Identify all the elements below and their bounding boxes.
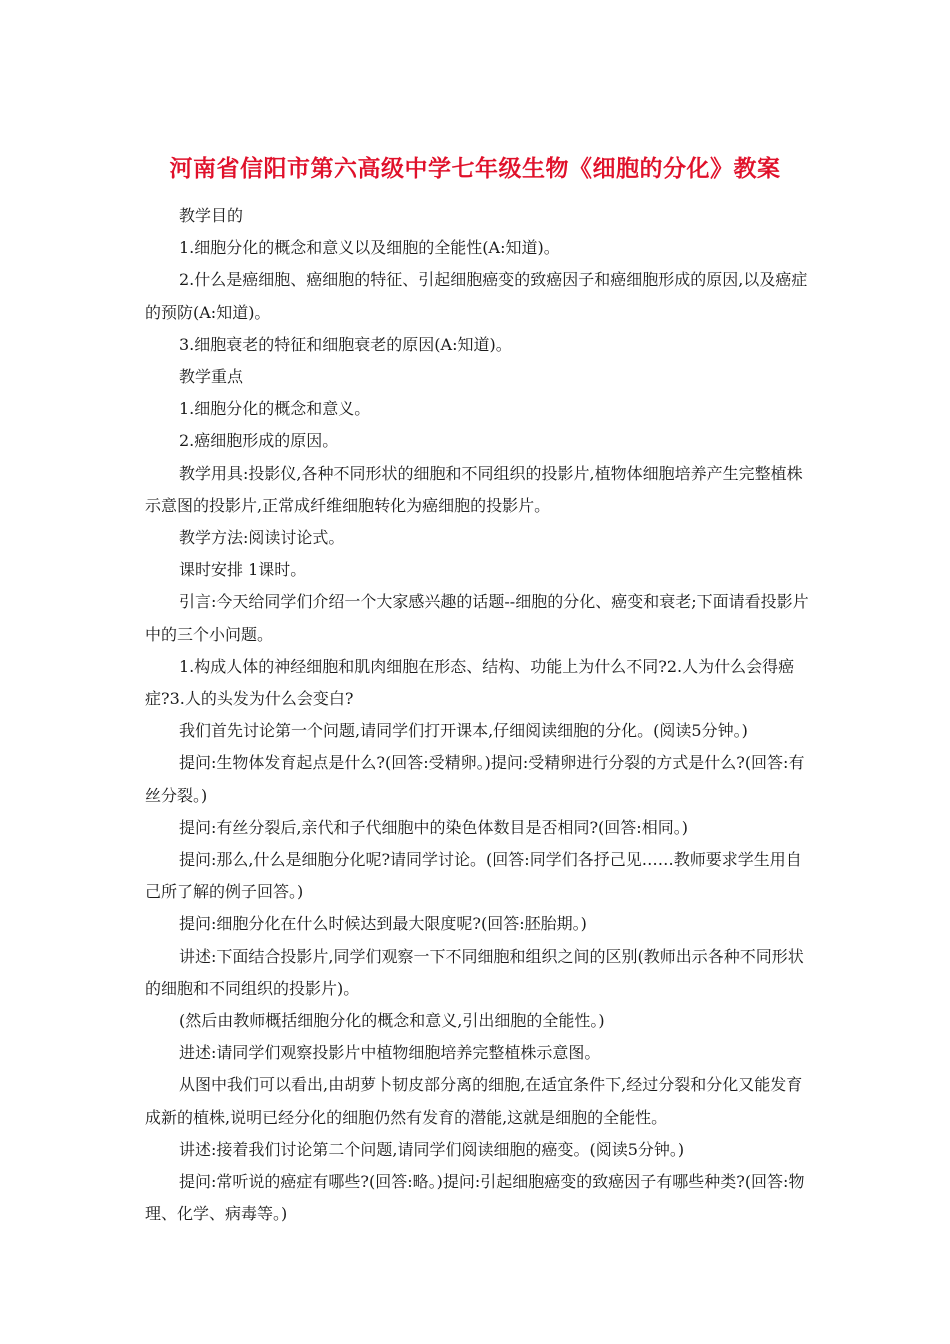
paragraph: 提问:生物体发育起点是什么?(回答:受精卵。)提问:受精卵进行分裂的方式是什么?(回答:有丝分裂。) [145,753,805,805]
paragraph: 3.细胞衰老的特征和细胞衰老的原因(A:知道)。 [179,334,512,354]
paragraph: 课时安排 1课时。 [179,560,307,580]
paragraph: 提问:细胞分化在什么时候达到最大限度呢?(回答:胚胎期。) [179,914,587,934]
paragraph: 提问:有丝分裂后,亲代和子代细胞中的染色体数目是否相同?(回答:相同。) [179,817,688,837]
paragraph: 提问:常听说的癌症有哪些?(回答:略。)提问:引起细胞癌变的致癌因子有哪些种类?(回答:物理、化学、病毒等。) [145,1172,805,1224]
paragraph: (然后由教师概括细胞分化的概念和意义,引出细胞的全能性。) [179,1011,605,1031]
paragraph: 1.构成人体的神经细胞和肌肉细胞在形态、结构、功能上为什么不同?2.人为什么会得癌症?3.人的头发为什么会变白? [145,656,795,709]
paragraph: 从图中我们可以看出,由胡萝卜韧皮部分离的细胞,在适宜条件下,经过分裂和分化又能发育成新的植株,说明已经分化的细胞仍然有发育的潜能,这就是细胞的全能性。 [145,1075,803,1127]
paragraph: 提问:那么,什么是细胞分化呢?请同学讨论。(回答:同学们各抒己见……教师要求学生用自己所了解的例子回答。) [145,850,802,902]
paragraph: 教学用具:投影仪,各种不同形状的细胞和不同组织的投影片,植物体细胞培养产生完整植株示意图的投影片,正常成纤维细胞转化为癌细胞的投影片。 [145,463,803,515]
paragraph: 1.细胞分化的概念和意义。 [179,399,371,419]
paragraph: 教学目的 [179,206,244,225]
paragraph: 2.什么是癌细胞、癌细胞的特征、引起细胞癌变的致癌因子和癌细胞形成的原因,以及癌症的预防(A:知道)。 [145,270,808,322]
paragraph: 进述:请同学们观察投影片中植物细胞培养完整植株示意图。 [179,1043,601,1063]
paragraph: 引言:今天给同学们介绍一个大家感兴趣的话题--细胞的分化、癌变和衰老;下面请看投影片中的三个小问题。 [145,592,809,644]
document-body [145,200,810,1231]
paragraph: 讲述:下面结合投影片,同学们观察一下不同细胞和组织之间的区别(教师出示各种不同形状的细胞和不同组织的投影片)。 [145,946,804,998]
paragraph: 讲述:接着我们讨论第二个问题,请同学们阅读细胞的癌变。(阅读5分钟。) [179,1139,685,1159]
paragraph: 教学方法:阅读讨论式。 [179,528,345,548]
paragraph: 我们首先讨论第一个问题,请同学们打开课本,仔细阅读细胞的分化。(阅读5分钟。) [179,721,748,741]
paragraph: 2.癌细胞形成的原因。 [179,431,339,451]
paragraph: 教学重点 [179,367,244,387]
document-title: 河南省信阳市第六高级中学七年级生物《细胞的分化》教案 [169,156,781,182]
paragraph: 1.细胞分化的概念和意义以及细胞的全能性(A:知道)。 [179,238,560,258]
